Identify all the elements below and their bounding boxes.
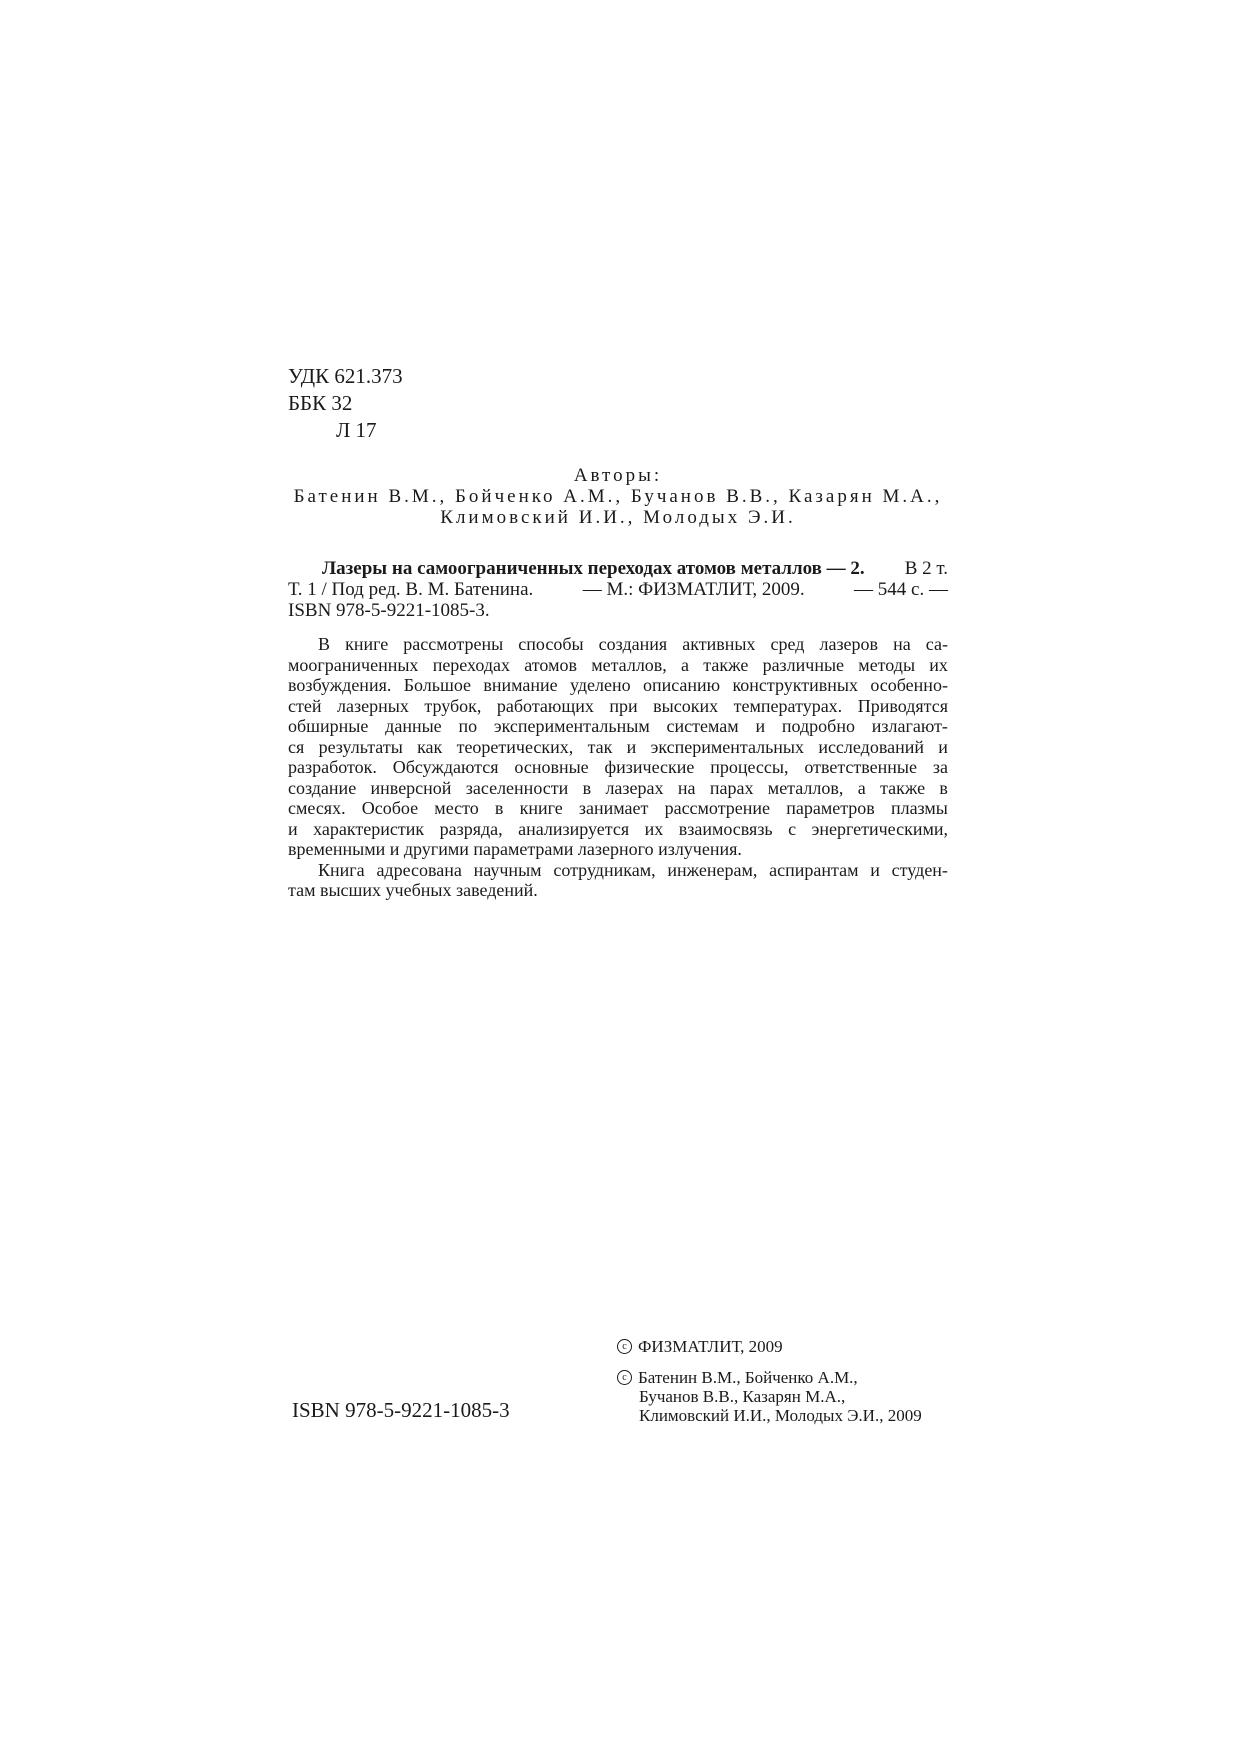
annotation bbox=[288, 634, 948, 901]
copyright-publisher: c ФИЗМАТЛИТ, 2009 bbox=[617, 1337, 922, 1356]
annotation-line: разработок. Обсуждаются основные физические процессы, ответственные за bbox=[288, 757, 948, 777]
annotation-line: временными и другими параметрами лазерного излучения. bbox=[288, 839, 742, 859]
copyright-icon: c bbox=[617, 1370, 632, 1385]
authors-line-2: Климовский И.И., Молодых Э.И. bbox=[440, 507, 796, 528]
volume-editor: Т. 1 / Под ред. В. М. Батенина. bbox=[288, 579, 534, 600]
publisher-year: — М.: ФИЗМАТЛИТ, 2009. bbox=[582, 579, 805, 600]
copyright-authors-line-2: Бучанов В.В., Казарян М.А., bbox=[639, 1387, 846, 1406]
classification-codes bbox=[288, 363, 403, 444]
bbk-code: ББК 32 bbox=[288, 391, 353, 415]
author-mark: Л 17 bbox=[336, 418, 377, 442]
annotation-line: моограниченных переходах атомов металлов, а также различные методы их bbox=[288, 654, 948, 675]
authors-block bbox=[288, 465, 948, 528]
page-count: — 544 с. — bbox=[854, 579, 948, 600]
annotation-line: стей лазерных трубок, работающих при высоких температурах. Приводятся bbox=[288, 695, 948, 716]
volumes-count: В 2 т. bbox=[904, 558, 948, 579]
copyright-block bbox=[617, 1337, 922, 1425]
annotation-line: ся результаты как теоретических, так и экспериментальных исследований и bbox=[288, 736, 948, 757]
annotation-line: там высших учебных заведений. bbox=[288, 880, 538, 900]
authors-heading: Авторы: bbox=[573, 465, 663, 486]
annotation-line: В книге рассмотрены способы создания активных сред лазеров на са- bbox=[318, 634, 948, 654]
bibliographic-entry bbox=[288, 558, 948, 621]
annotation-line: и характеристик разряда, анализируется их взаимосвязь с энергетическими, bbox=[288, 818, 948, 839]
book-title: Лазеры на самоограниченных переходах атомов металлов — 2. bbox=[322, 558, 865, 579]
biblio-isbn: ISBN 978-5-9221-1085-3. bbox=[288, 600, 490, 621]
annotation-line: Книга адресована научным сотрудникам, инженерам, аспирантам и студен- bbox=[318, 859, 948, 880]
isbn: ISBN 978-5-9221-1085-3 bbox=[292, 1398, 510, 1422]
copyright-icon: c bbox=[617, 1339, 632, 1354]
annotation-line: смесях. Особое место в книге занимает рассмотрение параметров плазмы bbox=[288, 798, 948, 818]
annotation-line: возбуждения. Большое внимание уделено описанию конструктивных особенно- bbox=[288, 675, 948, 695]
copyright-authors-line-3: Климовский И.И., Молодых Э.И., 2009 bbox=[639, 1406, 922, 1425]
biblio-line-2 bbox=[288, 579, 948, 600]
copyright-authors: c Батенин В.М., Бойченко А.М., bbox=[617, 1368, 922, 1387]
biblio-line-1 bbox=[288, 558, 948, 579]
annotation-line: создание инверсной заселенности в лазерах на парах металлов, а также в bbox=[288, 777, 948, 798]
annotation-line: обширные данные по экспериментальным системам и подробно излагают- bbox=[288, 716, 948, 736]
authors-line-1: Батенин В.М., Бойченко А.М., Бучанов В.В., Казарян М.А., bbox=[293, 486, 943, 507]
udk-code: УДК 621.373 bbox=[288, 364, 403, 388]
